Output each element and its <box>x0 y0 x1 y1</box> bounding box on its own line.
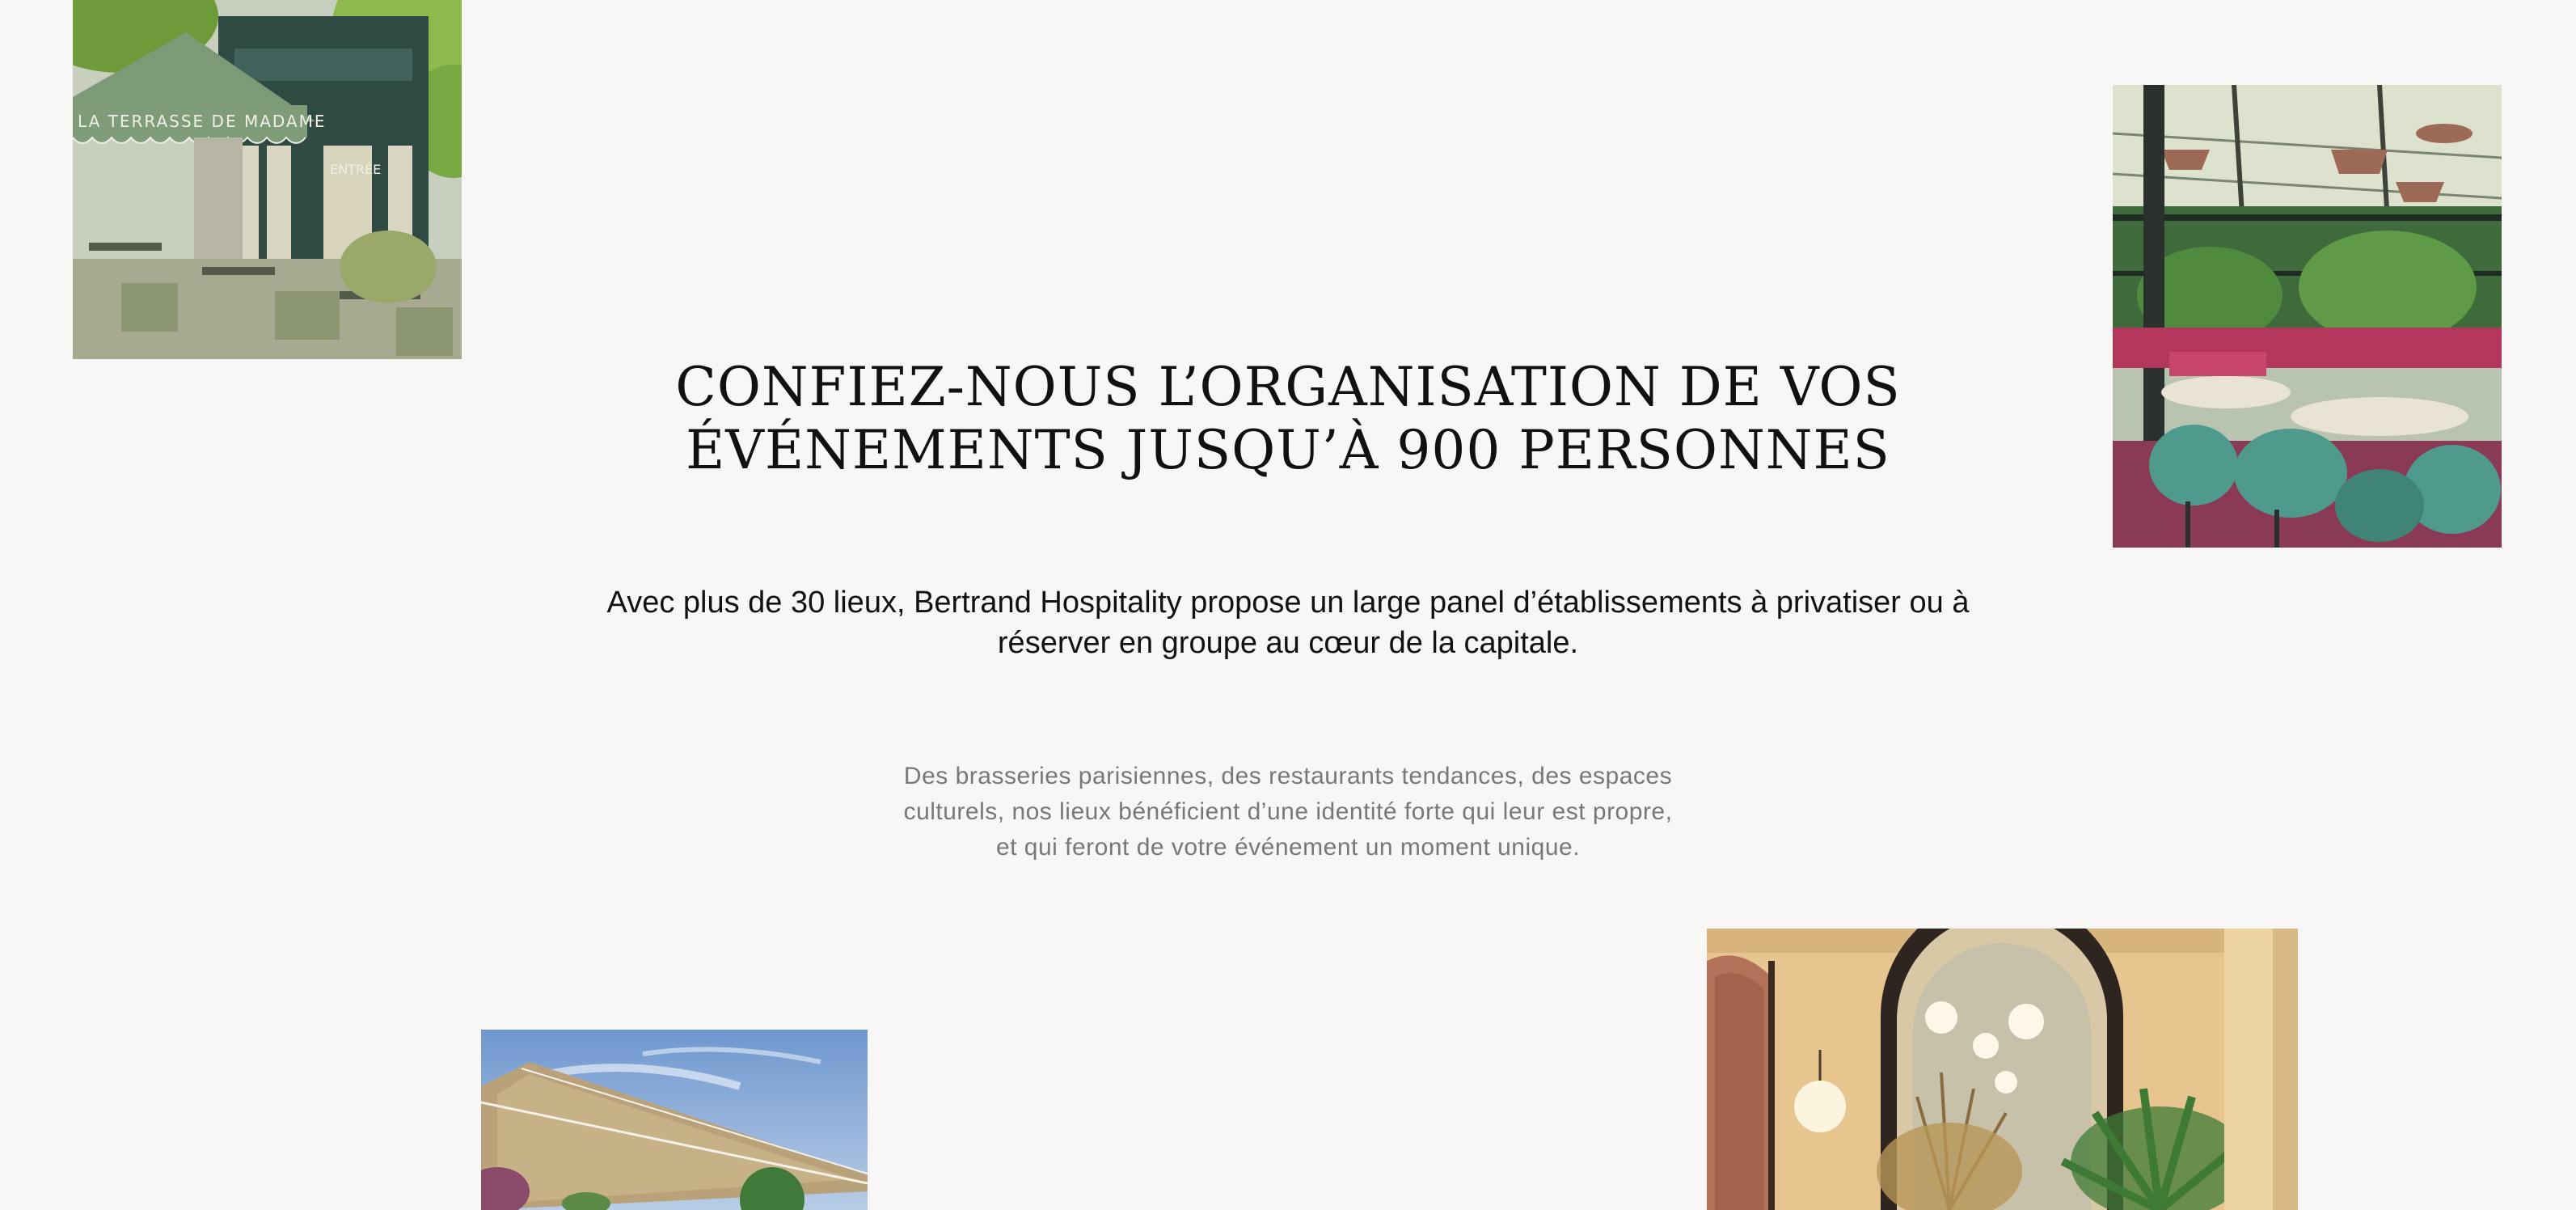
heading-line-1: CONFIEZ-NOUS L’ORGANISATION DE VOS <box>675 356 1901 418</box>
awning-sign-text: LA TERRASSE DE MADAME <box>78 112 327 131</box>
rooftop-photo <box>481 1030 868 1210</box>
intro-line-2: réserver en groupe au cœur de la capitale. <box>997 626 1579 660</box>
glasshouse-dining-photo <box>2113 85 2502 548</box>
description-line-1: Des brasseries parisiennes, des restaurants tendances, des espaces <box>903 763 1673 789</box>
description-paragraph <box>803 759 1773 865</box>
terrace-photo <box>73 0 462 359</box>
intro-line-1: Avec plus de 30 lieux, Bertrand Hospitality propose un large panel d’établissements à privatiser ou à <box>606 586 1970 620</box>
description-line-2: culturels, nos lieux bénéficient d’une identité forte qui leur est propre, <box>903 798 1673 825</box>
heading-line-2: ÉVÉNEMENTS JUSQU’À 900 PERSONNES <box>686 419 1890 481</box>
door-sign-text: ENTRÉE <box>330 162 382 177</box>
description-line-3: et qui feront de votre événement un moment unique. <box>995 834 1581 861</box>
intro-paragraph <box>560 582 2016 663</box>
mirror-interior-photo <box>1707 929 2298 1210</box>
page-heading <box>560 356 2016 482</box>
